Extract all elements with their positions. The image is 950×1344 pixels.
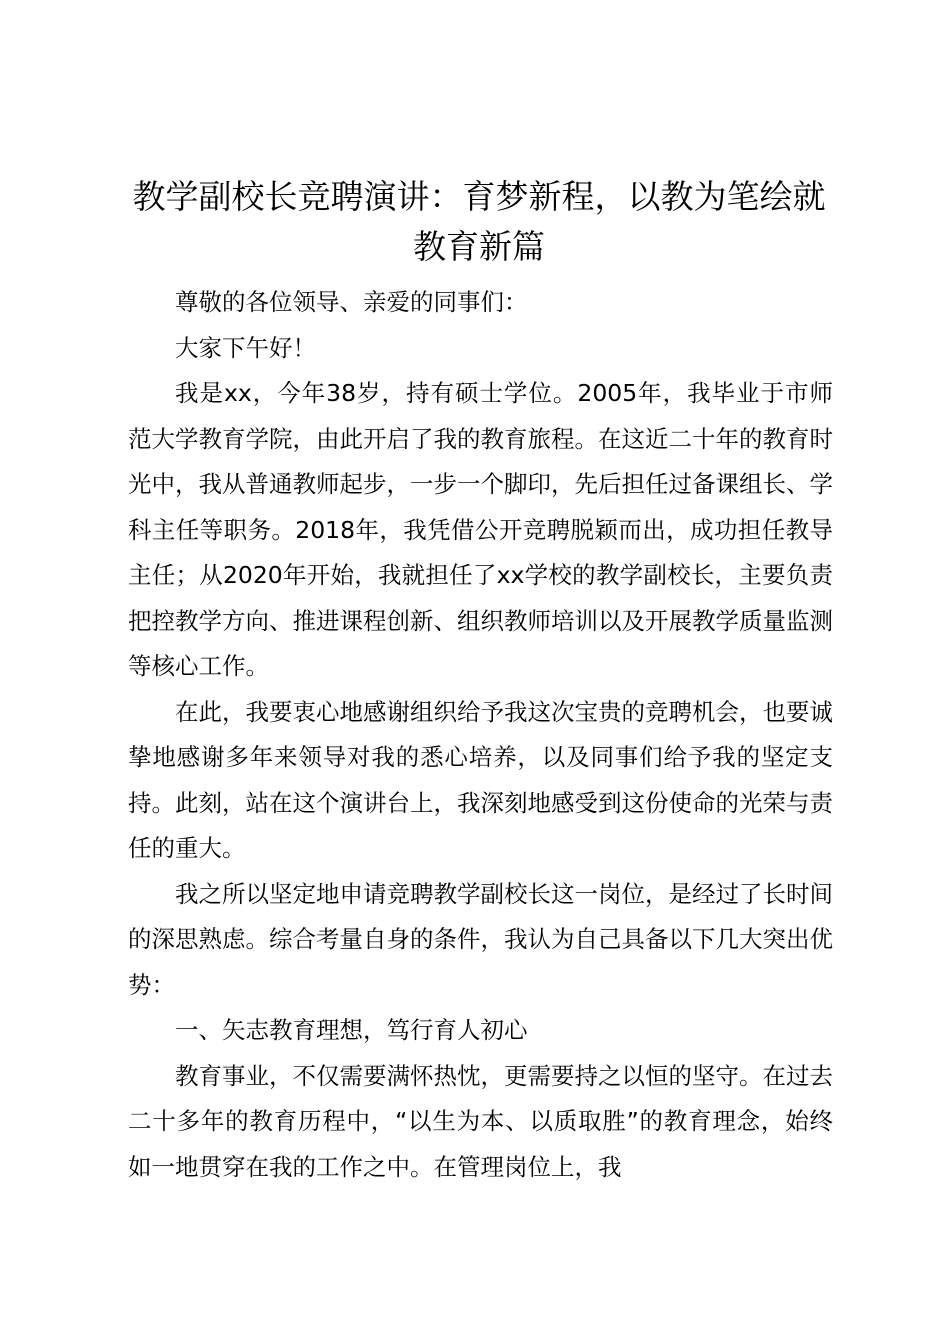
paragraph-motivation: 我之所以坚定地申请竞聘教学副校长这一岗位，是经过了长时间的深思熟虑。综合考量自身的条件，我认为自己具备以下几大突出优势：	[128, 879, 833, 999]
paragraph-introduction: 我是xx，今年38岁，持有硕士学位。2005年，我毕业于市师范大学教育学院，由此开启了我的教育旅程。在这近二十年的教育时光中，我从普通教师起步，一步一个脚印，先后担任过备课组长、学科主任等职务。2018年，我凭借公开竞聘脱颖而出，成功担任教导主任；从2020年开始，我就担任了xx学校的教学副校长，主要负责把控教学方向、推进课程创新、组织教师培训以及开展教学质量监测等核心工作。	[128, 379, 833, 680]
salutation: 尊敬的各位领导、亲爱的同事们：	[175, 288, 528, 316]
greeting: 大家下午好！	[175, 333, 316, 362]
document-body	[128, 280, 833, 1190]
paragraph-section-1: 教育事业，不仅需要满怀热忱，更需要持之以恒的坚守。在过去二十多年的教育历程中，“以生为本、以质取胜”的教育理念，始终如一地贯穿在我的工作之中。在管理岗位上，我	[128, 1061, 833, 1181]
document-title: 教学副校长竞聘演讲：育梦新程，以教为笔绘就教育新篇	[132, 177, 826, 266]
section-heading-1: 一、矢志教育理想，笃行育人初心	[175, 1016, 528, 1044]
paragraph-thanks: 在此，我要衷心地感谢组织给予我这次宝贵的竞聘机会，也要诚挚地感谢多年来领导对我的悉心培养，以及同事们给予我的坚定支持。此刻，站在这个演讲台上，我深刻地感受到这份使命的光荣与责任的重大。	[128, 697, 833, 862]
